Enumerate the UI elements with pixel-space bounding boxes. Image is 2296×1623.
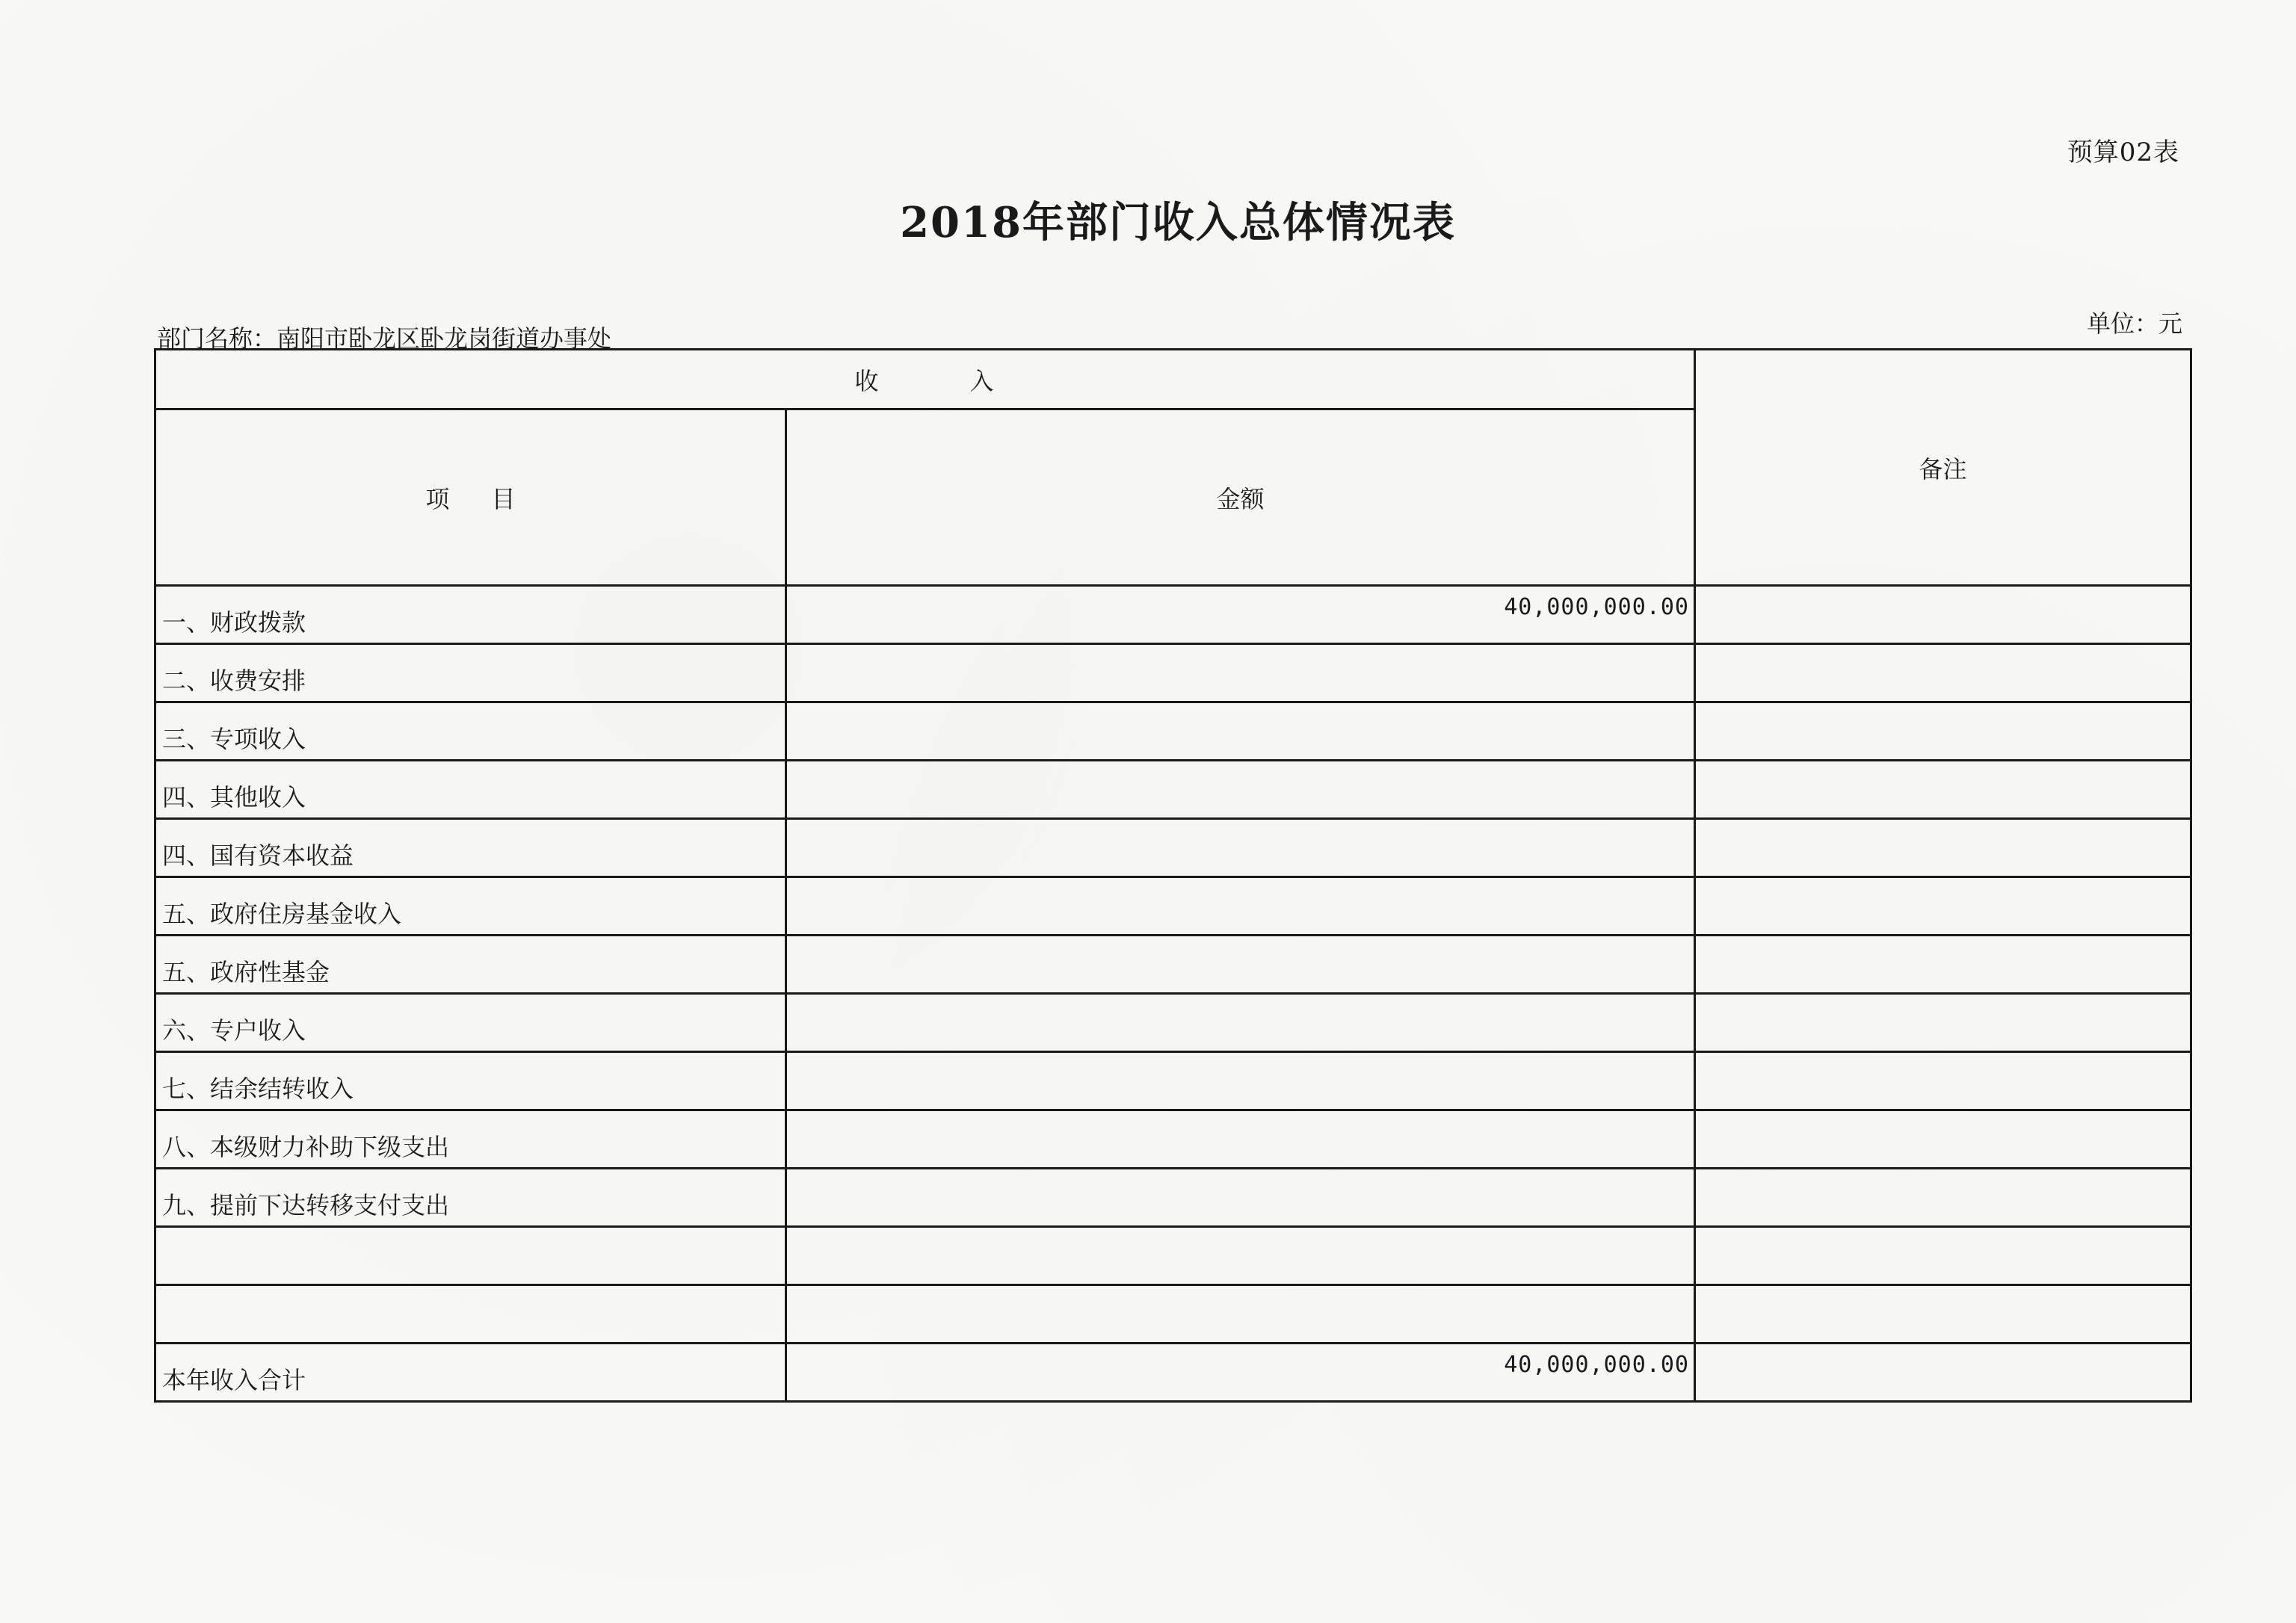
row-remark	[1695, 1110, 2191, 1169]
row-label: 五、政府住房基金收入	[155, 877, 786, 936]
table-row	[155, 994, 2191, 1052]
table-row	[155, 936, 2191, 994]
row-remark	[1695, 1169, 2191, 1227]
amount-header: 金额	[786, 409, 1695, 586]
header-row-income	[155, 350, 2191, 409]
income-header	[155, 350, 1695, 409]
form-code: 预算02表	[2067, 137, 2179, 167]
income-table	[154, 348, 2192, 1403]
remark-header: 备注	[1695, 350, 2191, 586]
table-row	[155, 644, 2191, 702]
row-remark	[1695, 936, 2191, 994]
income-header-right: 入	[969, 366, 996, 395]
item-header-left: 项	[425, 484, 450, 513]
row-label	[155, 1285, 786, 1344]
row-amount	[786, 1285, 1695, 1344]
row-label: 三、专项收入	[155, 702, 786, 761]
row-remark	[1695, 819, 2191, 877]
income-header-left: 收	[854, 366, 880, 395]
table-row	[155, 1227, 2191, 1285]
row-remark	[1695, 1052, 2191, 1110]
row-label: 九、提前下达转移支付支出	[155, 1169, 786, 1227]
row-amount	[786, 1169, 1695, 1227]
total-label: 本年收入合计	[155, 1344, 786, 1402]
row-remark	[1695, 994, 2191, 1052]
page-title: 2018年部门收入总体情况表	[900, 198, 1456, 247]
row-amount	[786, 1052, 1695, 1110]
table-row	[155, 1110, 2191, 1169]
row-amount	[786, 819, 1695, 877]
table-row	[155, 761, 2191, 819]
table-row	[155, 586, 2191, 644]
table-row	[155, 702, 2191, 761]
row-remark	[1695, 644, 2191, 702]
row-amount	[786, 936, 1695, 994]
row-label: 四、其他收入	[155, 761, 786, 819]
row-label: 八、本级财力补助下级支出	[155, 1110, 786, 1169]
unit-label: 单位：元	[2086, 309, 2182, 338]
row-label: 五、政府性基金	[155, 936, 786, 994]
row-remark	[1695, 761, 2191, 819]
row-remark	[1695, 1285, 2191, 1344]
table-row	[155, 819, 2191, 877]
item-header	[155, 409, 786, 586]
total-amount: 40,000,000.00	[786, 1344, 1695, 1402]
total-remark	[1695, 1344, 2191, 1402]
row-label: 七、结余结转收入	[155, 1052, 786, 1110]
row-remark	[1695, 702, 2191, 761]
row-amount	[786, 1227, 1695, 1285]
table-row	[155, 1285, 2191, 1344]
row-remark	[1695, 877, 2191, 936]
row-amount	[786, 1110, 1695, 1169]
row-label: 二、收费安排	[155, 644, 786, 702]
department-name: 部门名称：南阳市卧龙区卧龙岗街道办事处	[157, 324, 612, 353]
row-label: 一、财政拨款	[155, 586, 786, 644]
row-label: 四、国有资本收益	[155, 819, 786, 877]
row-amount: 40,000,000.00	[786, 586, 1695, 644]
table-row	[155, 1169, 2191, 1227]
row-amount	[786, 644, 1695, 702]
row-remark	[1695, 586, 2191, 644]
item-header-right: 目	[491, 484, 516, 513]
row-amount	[786, 761, 1695, 819]
table-row	[155, 1052, 2191, 1110]
row-amount	[786, 877, 1695, 936]
total-row	[155, 1344, 2191, 1402]
table-row	[155, 877, 2191, 936]
row-amount	[786, 994, 1695, 1052]
row-amount	[786, 702, 1695, 761]
row-label	[155, 1227, 786, 1285]
row-remark	[1695, 1227, 2191, 1285]
row-label: 六、专户收入	[155, 994, 786, 1052]
